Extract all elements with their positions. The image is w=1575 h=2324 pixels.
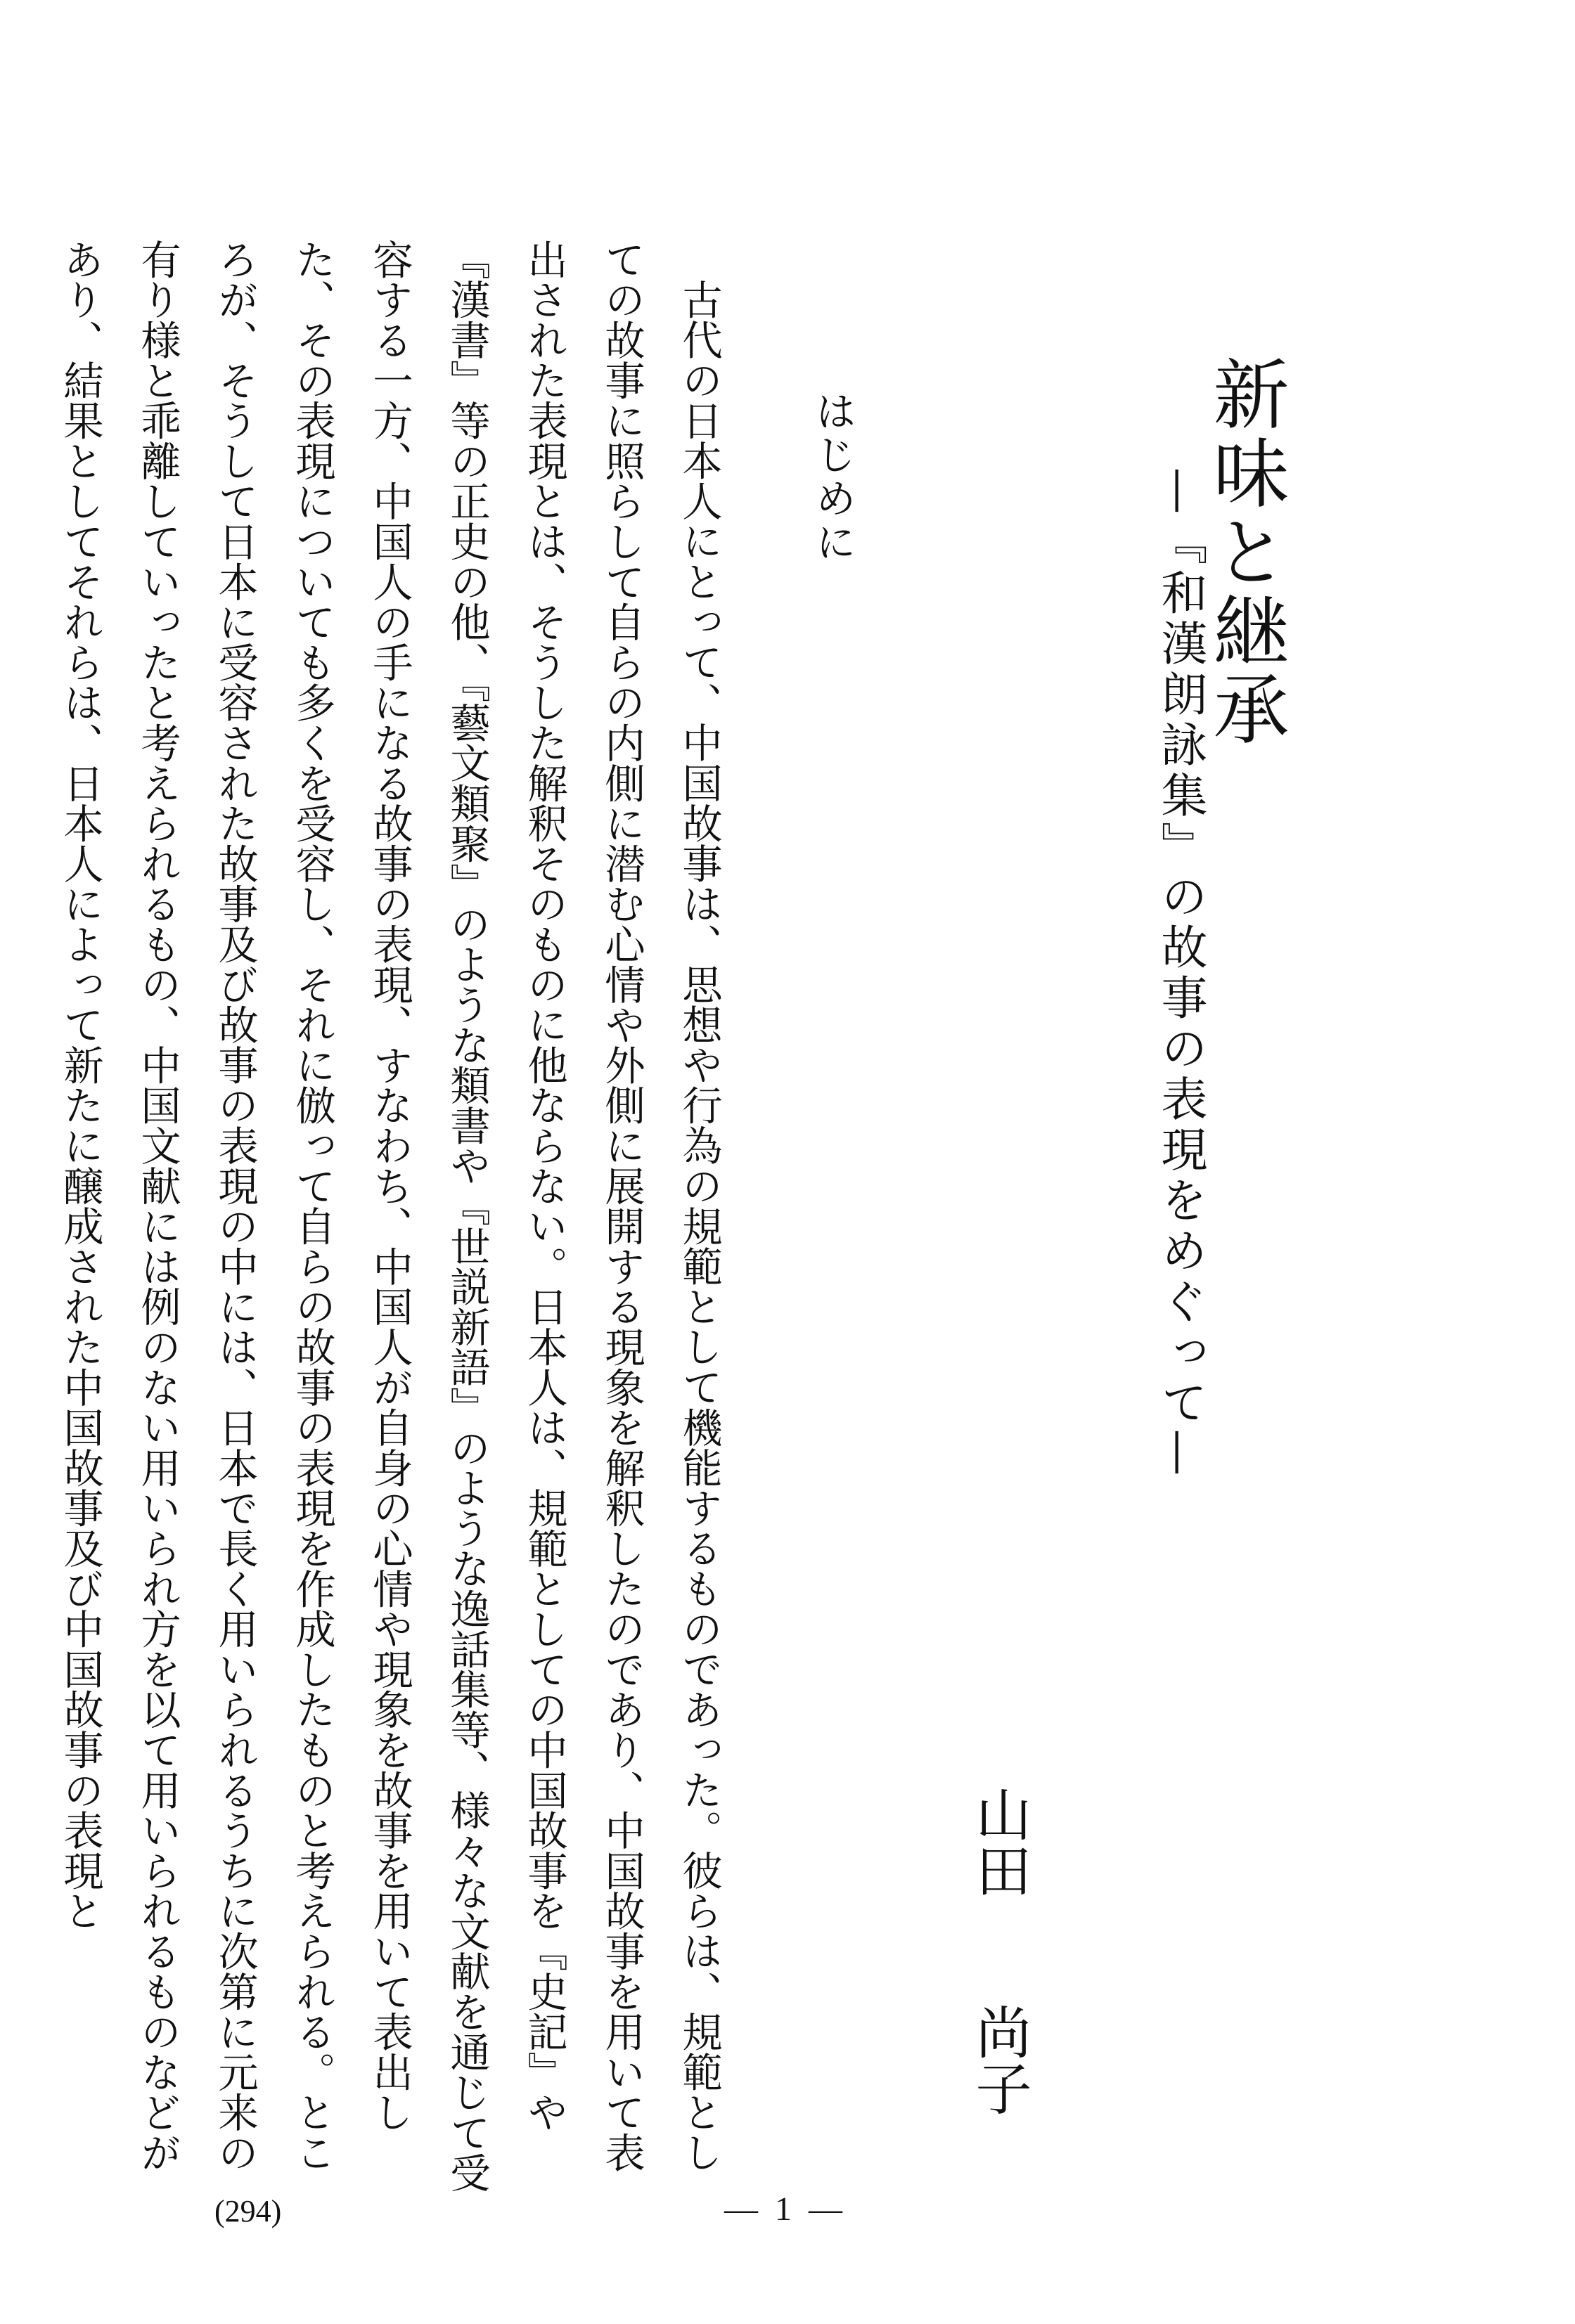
article-subtitle: —『和漢朗詠集』の故事の表現をめぐって— [1153,467,1207,1480]
author-family-name: 山田 [966,1786,1031,1898]
section-heading: はじめに [809,390,856,564]
author-given-name: 尚子 [966,2003,1031,2116]
folio-number: (294) [214,2194,282,2228]
article-title: 新味と継承 [1200,355,1288,749]
author-name [966,1786,1031,2116]
body-text [57,239,738,2193]
page-number: — 1 — [724,2190,847,2228]
body-paragraph: 古代の日本人にとって、中国故事は、思想や行為の規範として機能するものであった。彼らは、規範としての故事に照らして自らの内側に潜む心情や外側に展開する現象を解釈したのであり、中国故事を用いて表出された表現とは、そうした解釈そのものに他ならない。日本人は、規範としての中国故事を『史記』や『漢書』等の正史の他、『藝文類聚』のような類書や『世説新語』のような逸話集等、様々な文献を通じて受容する一方、中国人の手になる故事の表現、すなわち、中国人が自身の心情や現象を故事を用いて表出した、その表現についても多くを受容し、それに倣って自らの故事の表現を作成したものと考えられる。ところが、そうして日本に受容された故事及び故事の表現の中には、日本で長く用いられるうちに次第に元来の有り様と乖離していったと考えられるもの、中国文献には例のない用いられ方を以て用いられるものなどがあり、結果としてそれらは、日本人によって新たに醸成された中国故事及び中国故事の表現と [57,239,723,2193]
